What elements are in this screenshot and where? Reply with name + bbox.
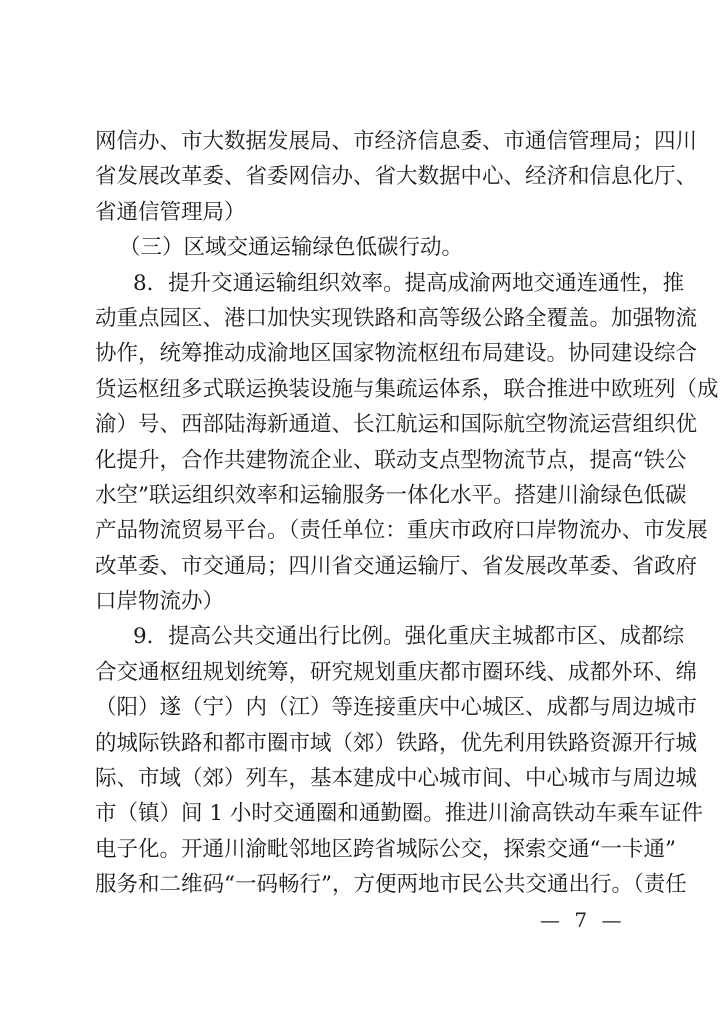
text-line: 改革委、市交通局；四川省交通运输厅、省发展改革委、省政府: [95, 553, 698, 579]
section-heading: （三）区域交通运输绿色低碳行动。: [119, 235, 464, 261]
paragraph-start: 9．提高公共交通出行比例。强化重庆主城都市区、成都综: [133, 624, 685, 650]
text-line: 化提升，合作共建物流企业、联动支点型物流节点，提高“铁公: [95, 447, 687, 473]
text-line: 服务和二维码“一码畅行”，方便两地市民公共交通出行。（责任: [95, 872, 687, 898]
text-line: 合交通枢纽规划统筹，研究规划重庆都市圈环线、成都外环、绵: [95, 659, 698, 685]
text-line: 省通信管理局）: [95, 199, 246, 225]
text-line: 电子化。开通川渝毗邻地区跨省城际公交，探索交通“一卡通”: [95, 836, 676, 862]
text-line: 动重点园区、港口加快实现铁路和高等级公路全覆盖。加强物流: [95, 305, 698, 331]
text-line: 协作，统筹推动成渝地区国家物流枢纽布局建设。协同建设综合: [95, 341, 698, 367]
text-line: 口岸物流办）: [95, 589, 225, 615]
text-line: 的城际铁路和都市圈市域（郊）铁路，优先利用铁路资源开行城: [95, 730, 698, 756]
text-line: 网信办、市大数据发展局、市经济信息委、市通信管理局；四川: [95, 129, 698, 154]
text-line: 市（镇）间 1 小时交通圈和通勤圈。推进川渝高铁动车乘车证件: [95, 801, 703, 827]
page-number: — 7 —: [540, 908, 626, 932]
text-line: 产品物流贸易平台。（责任单位：重庆市政府口岸物流办、市发展: [95, 518, 708, 544]
text-line: 渝）号、西部陆海新通道、长江航运和国际航空物流运营组织优: [95, 412, 698, 438]
paragraph-start: 8．提升交通运输组织效率。提高成渝两地交通连通性，推: [133, 270, 685, 296]
document-body: [95, 124, 719, 903]
text-line: （阳）遂（宁）内（江）等连接重庆中心城区、成都与周边城市: [95, 695, 698, 721]
text-line: 省发展改革委、省委网信办、省大数据中心、经济和信息化厅、: [95, 164, 698, 190]
text-line: 水空”联运组织效率和运输服务一体化水平。搭建川渝绿色低碳: [95, 482, 687, 508]
text-line: 货运枢纽多式联运换装设施与集疏运体系，联合推进中欧班列（成: [95, 376, 719, 402]
text-line: 际、市域（郊）列车，基本建成中心城市间、中心城市与周边城: [95, 766, 698, 792]
